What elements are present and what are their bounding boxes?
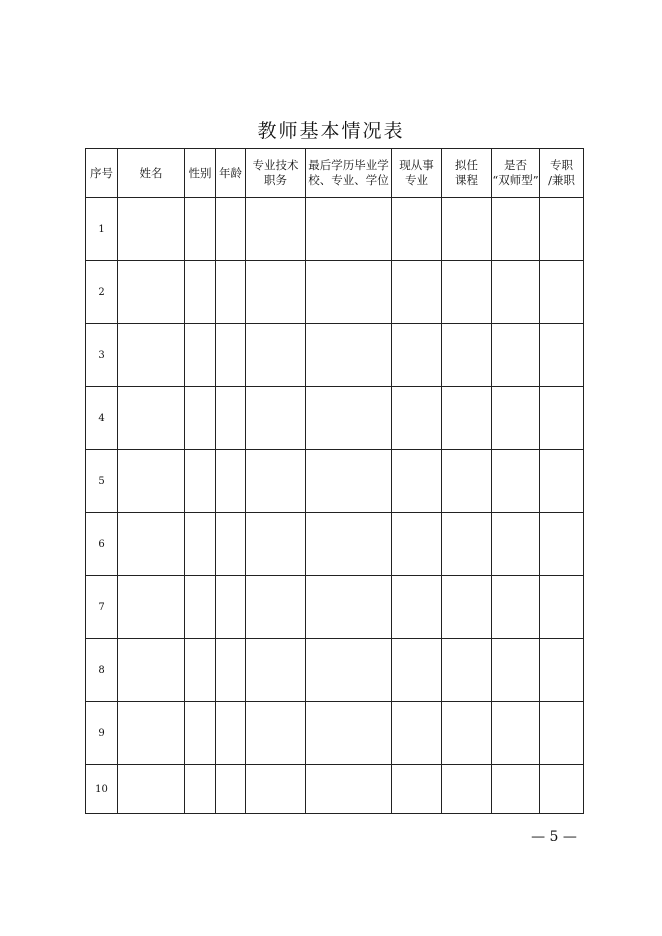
table-cell (540, 387, 584, 450)
table-cell (118, 387, 185, 450)
table-cell (118, 702, 185, 765)
table-cell (306, 387, 392, 450)
table-cell (392, 639, 442, 702)
table-cell (492, 702, 540, 765)
table-cell (392, 702, 442, 765)
table-cell (118, 513, 185, 576)
table-row (86, 324, 584, 387)
table-cell (216, 450, 246, 513)
table-cell (392, 387, 442, 450)
table-cell (540, 513, 584, 576)
table-cell (246, 702, 306, 765)
table-cell (185, 513, 216, 576)
table-cell (216, 261, 246, 324)
table-cell (246, 450, 306, 513)
row-number: 9 (86, 702, 118, 765)
table-cell (540, 639, 584, 702)
table-cell (118, 639, 185, 702)
table-body (86, 198, 584, 814)
table-cell (306, 324, 392, 387)
table-cell (246, 639, 306, 702)
table-cell (118, 450, 185, 513)
table-cell (118, 324, 185, 387)
table-cell (492, 387, 540, 450)
table-cell (185, 198, 216, 261)
header-cell-title: 专业技术 职务 (246, 149, 306, 198)
table-cell (442, 261, 492, 324)
table-cell (216, 324, 246, 387)
table-cell (185, 450, 216, 513)
table-cell (118, 198, 185, 261)
row-number: 5 (86, 450, 118, 513)
table-cell (392, 261, 442, 324)
table-cell (492, 198, 540, 261)
table-cell (540, 576, 584, 639)
table-cell (246, 261, 306, 324)
table-cell (185, 576, 216, 639)
table-cell (216, 639, 246, 702)
table-cell (185, 639, 216, 702)
row-number: 3 (86, 324, 118, 387)
table-cell (306, 261, 392, 324)
table-cell (246, 513, 306, 576)
header-cell-education: 最后学历毕业学 校、专业、学位 (306, 149, 392, 198)
table-row (86, 198, 584, 261)
table-row (86, 513, 584, 576)
table-row (86, 576, 584, 639)
row-number: 7 (86, 576, 118, 639)
table-cell (216, 387, 246, 450)
table-cell (492, 513, 540, 576)
header-cell-fulltime: 专职 /兼职 (540, 149, 584, 198)
table-cell (442, 702, 492, 765)
table-cell (306, 576, 392, 639)
table-cell (306, 450, 392, 513)
table-cell (540, 702, 584, 765)
table-cell (118, 765, 185, 814)
table-row (86, 261, 584, 324)
table-cell (216, 702, 246, 765)
table-row (86, 639, 584, 702)
table-cell (442, 765, 492, 814)
header-cell-serial: 序号 (86, 149, 118, 198)
table-cell (492, 261, 540, 324)
table-cell (185, 702, 216, 765)
table-cell (185, 261, 216, 324)
table-cell (118, 576, 185, 639)
table-cell (392, 765, 442, 814)
table-cell (246, 324, 306, 387)
header-cell-current-major: 现从事 专业 (392, 149, 442, 198)
header-cell-dual-teacher: 是否 “双师型” (492, 149, 540, 198)
table-cell (246, 765, 306, 814)
table-row (86, 702, 584, 765)
table-cell (492, 324, 540, 387)
row-number: 1 (86, 198, 118, 261)
table-cell (118, 261, 185, 324)
table-cell (442, 324, 492, 387)
row-number: 10 (86, 765, 118, 814)
table-cell (306, 765, 392, 814)
table-cell (216, 576, 246, 639)
table-cell (540, 450, 584, 513)
table-cell (392, 513, 442, 576)
table-cell (540, 261, 584, 324)
table-cell (216, 513, 246, 576)
table-cell (442, 198, 492, 261)
table-cell (392, 198, 442, 261)
table-row (86, 387, 584, 450)
table-title: 教师基本情况表 (257, 120, 405, 142)
table-cell (306, 513, 392, 576)
header-cell-age: 年龄 (216, 149, 246, 198)
row-number: 8 (86, 639, 118, 702)
table-cell (492, 639, 540, 702)
table-cell (442, 576, 492, 639)
table-cell (216, 765, 246, 814)
table-cell (246, 576, 306, 639)
table-cell (392, 324, 442, 387)
header-cell-gender: 性别 (185, 149, 216, 198)
row-number: 6 (86, 513, 118, 576)
table-row (86, 765, 584, 814)
table-cell (492, 450, 540, 513)
table-cell (306, 198, 392, 261)
table-cell (185, 387, 216, 450)
header-cell-course: 拟任 课程 (442, 149, 492, 198)
table-cell (246, 198, 306, 261)
table-cell (540, 324, 584, 387)
header-cell-name: 姓名 (118, 149, 185, 198)
table-cell (442, 387, 492, 450)
table-cell (392, 576, 442, 639)
table-cell (540, 765, 584, 814)
table-cell (492, 765, 540, 814)
table-cell (540, 198, 584, 261)
row-number: 4 (86, 387, 118, 450)
page-number: — 5 — (531, 829, 577, 845)
table-cell (306, 639, 392, 702)
table-cell (185, 324, 216, 387)
table-cell (306, 702, 392, 765)
table-cell (392, 450, 442, 513)
table-cell (246, 387, 306, 450)
table-cell (185, 765, 216, 814)
row-number: 2 (86, 261, 118, 324)
table-cell (216, 198, 246, 261)
table-cell (492, 576, 540, 639)
table-cell (442, 513, 492, 576)
header-row (86, 149, 584, 198)
table-cell (442, 639, 492, 702)
table-cell (442, 450, 492, 513)
teacher-info-table (85, 148, 584, 814)
table-row (86, 450, 584, 513)
